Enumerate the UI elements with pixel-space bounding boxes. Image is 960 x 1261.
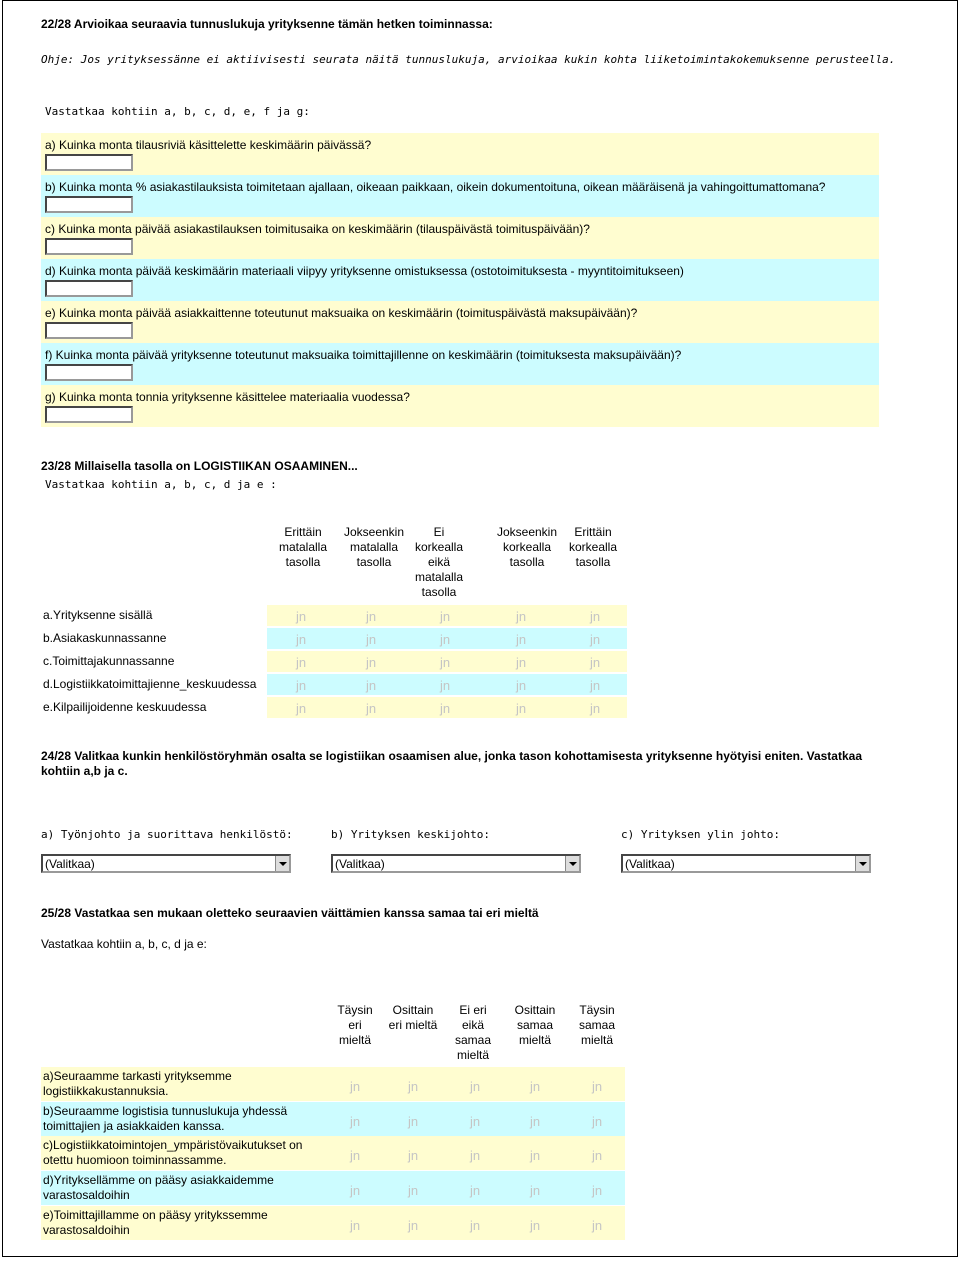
chevron-down-icon[interactable]	[565, 856, 579, 871]
q22-instruction: Ohje: Jos yrityksessänne ei aktiivisesti seurata näitä tunnuslukuja, arvioikaa kukin kohta liiketoimintakokemuksenne perusteella.	[41, 53, 896, 66]
q23-column-header-line: Ei	[433, 525, 445, 539]
q25-radio-option[interactable]: jn	[529, 1079, 541, 1094]
q23-radio-option[interactable]: jn	[439, 632, 451, 647]
q25-radio-option[interactable]: jn	[469, 1079, 481, 1094]
q23-radio-option[interactable]: jn	[295, 655, 307, 670]
survey-page	[2, 0, 958, 1257]
q24-select-label: c) Yrityksen ylin johto:	[621, 828, 780, 841]
q23-radio-option[interactable]: jn	[589, 678, 601, 693]
q25-row-label	[43, 1069, 232, 1099]
q24-select[interactable]	[621, 854, 871, 873]
q25-row-label-line: otettu huomioon toiminnassamme.	[43, 1153, 227, 1167]
q23-column-header	[337, 525, 411, 570]
q22-item-text: g) Kuinka monta tonnia yrityksenne käsittelee materiaalia vuodessa?	[45, 390, 410, 404]
q25-column-header-line: Täysin	[579, 1003, 615, 1017]
q25-row-label	[43, 1173, 274, 1203]
q24-select[interactable]	[41, 854, 291, 873]
q23-radio-option[interactable]: jn	[439, 609, 451, 624]
q25-column-header-line: samaa	[516, 1018, 554, 1032]
q25-row-label-line: a)Seuraamme tarkasti yrityksemme	[43, 1069, 232, 1083]
q25-radio-option[interactable]: jn	[407, 1218, 419, 1233]
q25-column-header	[565, 1003, 629, 1048]
q23-row-label: d.Logistiikkatoimittajienne_keskuudessa	[43, 677, 257, 691]
q25-radio-option[interactable]: jn	[591, 1114, 603, 1129]
q25-row-label	[43, 1208, 268, 1238]
q25-title: 25/28 Vastatkaa sen mukaan oletteko seuraavien väittämien kanssa samaa tai eri mieltä	[41, 906, 539, 920]
q23-row-label: b.Asiakaskunnassanne	[43, 631, 167, 645]
q23-radio-option[interactable]: jn	[589, 632, 601, 647]
q23-column-header-line: eikä	[427, 555, 450, 569]
q23-radio-option[interactable]: jn	[365, 632, 377, 647]
q23-radio-option[interactable]: jn	[439, 655, 451, 670]
q23-radio-option[interactable]: jn	[365, 678, 377, 693]
q25-radio-option[interactable]: jn	[529, 1183, 541, 1198]
q23-column-header-line: tasolla	[575, 555, 611, 569]
q23-column-header-line: korkealla	[502, 540, 552, 554]
q24-select-label: a) Työnjohto ja suorittava henkilöstö:	[41, 828, 293, 841]
q23-radio-option[interactable]: jn	[515, 655, 527, 670]
q22-item-text: d) Kuinka monta päivää keskimäärin materiaali viipyy yrityksenne omistuksessa (ostotoimituksesta - myyntitoimitukseen)	[45, 264, 684, 278]
chevron-down-icon[interactable]	[275, 856, 289, 871]
q23-row-label: e.Kilpailijoidenne keskuudessa	[43, 700, 207, 714]
q22-item-input[interactable]	[45, 154, 133, 171]
q22-item-input[interactable]	[45, 406, 133, 423]
q25-radio-option[interactable]: jn	[529, 1218, 541, 1233]
q25-radio-option[interactable]: jn	[469, 1183, 481, 1198]
q24-select-label: b) Yrityksen keskijohto:	[331, 828, 490, 841]
chevron-down-icon[interactable]	[855, 856, 869, 871]
q23-answer-all: Vastatkaa kohtiin a, b, c, d ja e :	[45, 478, 277, 491]
q25-column-header-line: samaa	[454, 1033, 492, 1047]
q25-row-label-line: c)Logistiikkatoimintojen_ympäristövaikutukset on	[43, 1138, 303, 1152]
q22-item-input[interactable]	[45, 322, 133, 339]
q23-column-header-line: matalalla	[349, 540, 399, 554]
q23-radio-option[interactable]: jn	[515, 609, 527, 624]
q22-item-text: e) Kuinka monta päivää asiakkaittenne toteutunut maksuaika on keskimäärin (toimituspäivästä maksupäivään)?	[45, 306, 638, 320]
q25-column-header-line: eikä	[461, 1018, 484, 1032]
q25-radio-option[interactable]: jn	[591, 1218, 603, 1233]
q23-radio-option[interactable]: jn	[365, 701, 377, 716]
q25-radio-option[interactable]: jn	[407, 1183, 419, 1198]
q25-row-label-line: e)Toimittajillamme on pääsy yritykssemme	[43, 1208, 268, 1222]
q25-radio-option[interactable]: jn	[469, 1148, 481, 1163]
q22-item-row	[41, 385, 879, 427]
q22-item-input[interactable]	[45, 364, 133, 381]
q23-column-header-line: Erittäin	[574, 525, 612, 539]
q23-column-header-line: Jokseenkin	[343, 525, 405, 539]
q25-radio-option[interactable]: jn	[407, 1114, 419, 1129]
q23-column-header-line: matalalla	[414, 570, 464, 584]
q22-item-row	[41, 175, 879, 217]
q23-column-header-line: matalalla	[278, 540, 328, 554]
q23-row-label: c.Toimittajakunnassanne	[43, 654, 175, 668]
q23-radio-option[interactable]: jn	[365, 609, 377, 624]
q22-item-row	[41, 301, 879, 343]
q25-radio-option[interactable]: jn	[407, 1148, 419, 1163]
q24-select-value: (Valitkaa)	[335, 857, 385, 871]
q23-column-header-line: korkealla	[568, 540, 618, 554]
q25-column-header-line: eri	[348, 1018, 362, 1032]
q25-row-label-line: b)Seuraamme logistisia tunnuslukuja yhdessä	[43, 1104, 288, 1118]
q23-radio-option[interactable]: jn	[439, 701, 451, 716]
q23-radio-option[interactable]: jn	[589, 609, 601, 624]
q24-select-value: (Valitkaa)	[625, 857, 675, 871]
q24-title	[41, 749, 921, 779]
q22-item-input[interactable]	[45, 196, 133, 213]
q25-radio-option[interactable]: jn	[349, 1218, 361, 1233]
q23-radio-option[interactable]: jn	[515, 632, 527, 647]
q25-radio-option[interactable]: jn	[591, 1079, 603, 1094]
q25-column-header	[383, 1003, 443, 1033]
q25-row-label	[43, 1104, 287, 1134]
q25-column-header-line: mieltä	[518, 1033, 551, 1047]
q25-column-header	[503, 1003, 567, 1048]
q25-column-header	[325, 1003, 385, 1048]
q25-column-header	[443, 1003, 503, 1063]
q25-radio-option[interactable]: jn	[349, 1148, 361, 1163]
q25-column-header-line: Osittain	[514, 1003, 556, 1017]
q25-radio-option[interactable]: jn	[349, 1079, 361, 1094]
q22-item-row	[41, 259, 879, 301]
q25-column-header-line: samaa	[578, 1018, 616, 1032]
q23-column-header	[267, 525, 339, 570]
q23-column-header-line: tasolla	[421, 585, 457, 599]
q23-radio-option[interactable]: jn	[589, 701, 601, 716]
q22-item-input[interactable]	[45, 238, 133, 255]
q23-radio-option[interactable]: jn	[589, 655, 601, 670]
q25-row-label-line: varastosaldoihin	[43, 1223, 130, 1237]
q22-item-input[interactable]	[45, 280, 133, 297]
q23-column-header	[407, 525, 471, 600]
q25-column-header-line: Täysin	[337, 1003, 373, 1017]
q22-answer-all: Vastatkaa kohtiin a, b, c, d, e, f ja g:	[45, 105, 310, 118]
q24-title-line1: 24/28 Valitkaa kunkin henkilöstöryhmän osalta se logistiikan osaamisen alue, jonka tason kohottamisesta yrityksenne hyötyisi eniten. Vastatkaa	[41, 749, 862, 763]
q22-item-text: a) Kuinka monta tilausriviä käsittelette keskimäärin päivässä?	[45, 138, 372, 152]
q25-column-header-line: eri mieltä	[388, 1018, 438, 1032]
q22-item-row	[41, 217, 879, 259]
q25-radio-option[interactable]: jn	[407, 1079, 419, 1094]
q22-item-text: f) Kuinka monta päivää yrityksenne toteutunut maksuaika toimittajillenne on keskimäärin (toimituksesta maksupäivään)?	[45, 348, 682, 362]
q25-radio-option[interactable]: jn	[591, 1183, 603, 1198]
q23-row-label: a.Yrityksenne sisällä	[43, 608, 153, 622]
q23-column-header-line: korkealla	[414, 540, 464, 554]
q25-answer-all: Vastatkaa kohtiin a, b, c, d ja e:	[41, 937, 207, 951]
q25-row-label-line: logistiikkakustannuksia.	[43, 1084, 169, 1098]
q23-radio-option[interactable]: jn	[365, 655, 377, 670]
q23-radio-option[interactable]: jn	[295, 701, 307, 716]
q23-column-header	[561, 525, 625, 570]
q23-column-header-line: tasolla	[285, 555, 321, 569]
q23-radio-option[interactable]: jn	[515, 678, 527, 693]
q22-item-row	[41, 343, 879, 385]
q25-row-label-line: d)Yrityksellämme on pääsy asiakkaidemme	[43, 1173, 274, 1187]
q22-item-text: b) Kuinka monta % asiakastilauksista toimitetaan ajallaan, oikeaan paikkaan, oikein dokumentoituna, oikean määräisenä ja vahingoittumattomana?	[45, 180, 826, 194]
q24-select[interactable]	[331, 854, 581, 873]
q23-radio-option[interactable]: jn	[295, 609, 307, 624]
q22-title: 22/28 Arvioikaa seuraavia tunnuslukuja yrityksenne tämän hetken toiminnassa:	[41, 17, 493, 31]
q23-title: 23/28 Millaisella tasolla on LOGISTIIKAN OSAAMINEN...	[41, 459, 358, 473]
q23-column-header	[487, 525, 567, 570]
q25-radio-option[interactable]: jn	[469, 1218, 481, 1233]
q25-row-label	[43, 1138, 302, 1168]
q23-radio-option[interactable]: jn	[515, 701, 527, 716]
q25-column-header-line: Osittain	[392, 1003, 434, 1017]
q22-item-text: c) Kuinka monta päivää asiakastilauksen toimitusaika on keskimäärin (tilauspäivästä toimituspäivään)?	[45, 222, 590, 236]
q25-row-label-line: toimittajien ja asiakkaiden kanssa.	[43, 1119, 225, 1133]
q25-column-header-line: mieltä	[580, 1033, 613, 1047]
q23-radio-option[interactable]: jn	[295, 678, 307, 693]
q25-row-label-line: varastosaldoihin	[43, 1188, 130, 1202]
q25-radio-option[interactable]: jn	[529, 1114, 541, 1129]
q23-column-header-line: Jokseenkin	[496, 525, 558, 539]
q25-radio-option[interactable]: jn	[349, 1114, 361, 1129]
q23-radio-option[interactable]: jn	[439, 678, 451, 693]
q23-column-header-line: tasolla	[356, 555, 392, 569]
q25-column-header-line: mieltä	[456, 1048, 489, 1062]
q24-select-value: (Valitkaa)	[45, 857, 95, 871]
q25-radio-option[interactable]: jn	[591, 1148, 603, 1163]
q25-radio-option[interactable]: jn	[469, 1114, 481, 1129]
q25-column-header-line: Ei eri	[459, 1003, 487, 1017]
q25-radio-option[interactable]: jn	[529, 1148, 541, 1163]
q23-column-header-line: Erittäin	[284, 525, 322, 539]
q24-title-line2: kohtiin a,b ja c.	[41, 764, 128, 778]
q23-radio-option[interactable]: jn	[295, 632, 307, 647]
q22-item-row	[41, 133, 879, 175]
q25-radio-option[interactable]: jn	[349, 1183, 361, 1198]
q23-column-header-line: tasolla	[509, 555, 545, 569]
q25-column-header-line: mieltä	[338, 1033, 371, 1047]
